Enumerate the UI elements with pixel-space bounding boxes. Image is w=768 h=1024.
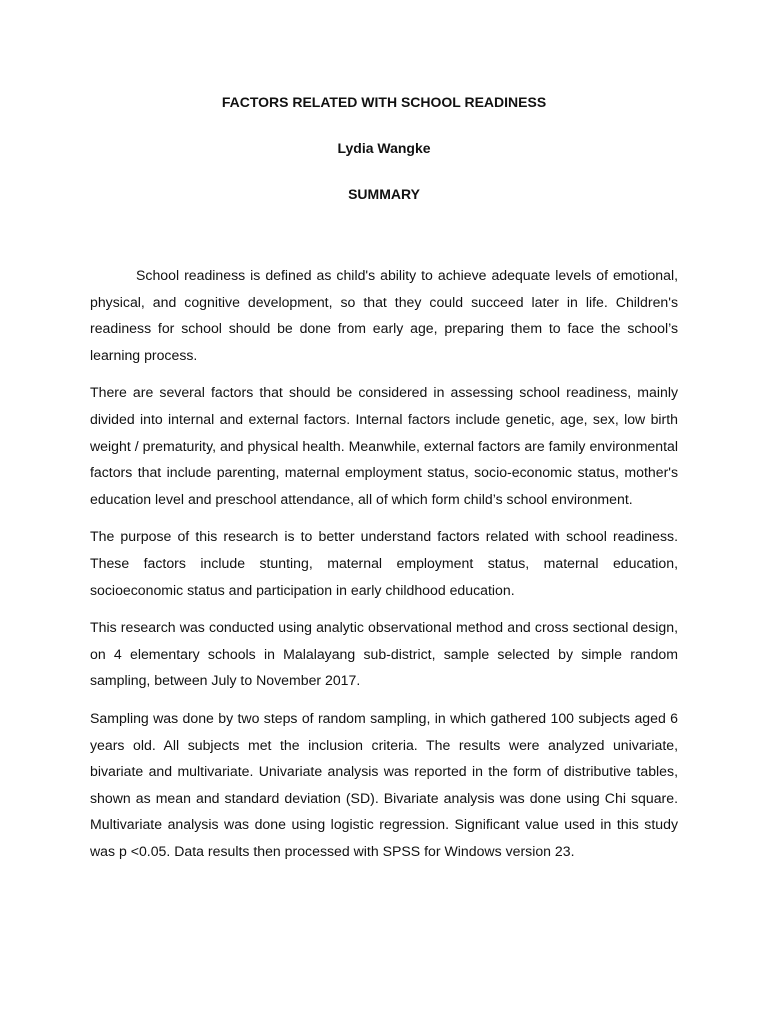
paragraph-sampling: Sampling was done by two steps of random sampling, in which gathered 100 subjects aged 6 years old. All subjects met the inclusion criteria. The results were analyzed univariate, bivariate and multivariate. Univariate analysis was reported in the form of distributive tables, shown as mean and standard deviation (SD). Bivariate analysis was done using Chi square. Multivariate analysis was done using logistic regression. Significant value used in this study was p <0.05. Data results then processed with SPSS for Windows version 23. xyxy=(90,709,678,859)
paragraph-method: This research was conducted using analytic observational method and cross sectional design, on 4 elementary schools in Malalayang sub-district, sample selected by simple random sampling, between July to November 2017. xyxy=(90,619,678,689)
author-name: Lydia Wangke xyxy=(337,140,431,156)
paragraph-purpose: The purpose of this research is to better understand factors related with school readiness. These factors include stunting, maternal employment status, maternal education, socioeconomic status and participation in early childhood education. xyxy=(90,528,678,598)
paragraph-intro: School readiness is defined as child's ability to achieve adequate levels of emotional, physical, and cognitive development, so that they could succeed later in life. Children's readiness for school should be done from early age, preparing them to face the school’s learning process. xyxy=(90,267,678,363)
section-heading: SUMMARY xyxy=(348,186,420,202)
paragraph-factors: There are several factors that should be considered in assessing school readiness, mainly divided into internal and external factors. Internal factors include genetic, age, sex, low birth weight / prematurity, and physical health. Meanwhile, external factors are family environmental factors that include parenting, maternal employment status, socio-economic status, mother's education level and preschool attendance, all of which form child’s school environment. xyxy=(90,384,678,507)
summary-body xyxy=(90,262,678,875)
document-title: FACTORS RELATED WITH SCHOOL READINESS xyxy=(221,94,547,110)
